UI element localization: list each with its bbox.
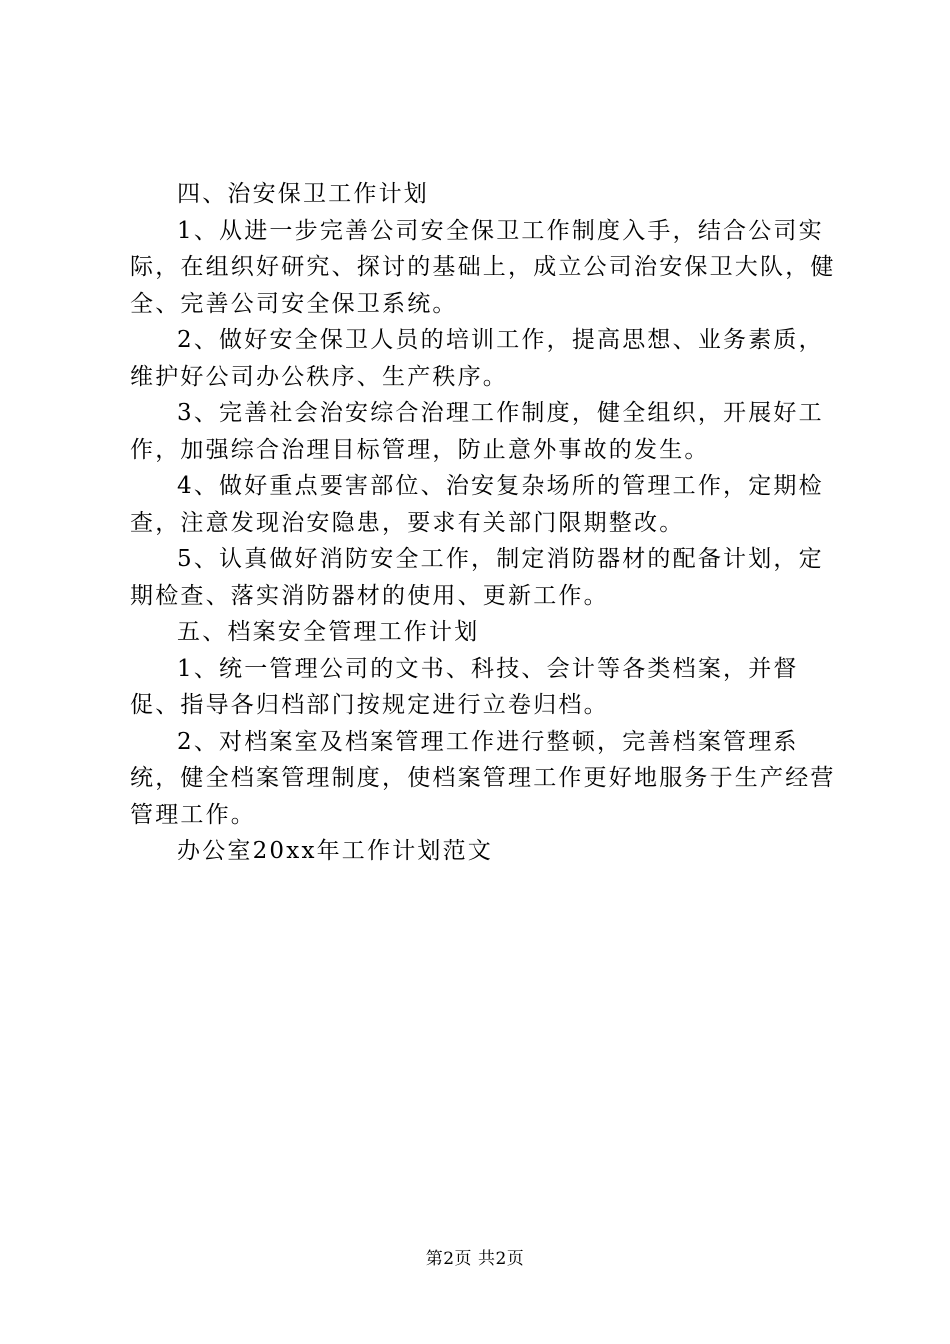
section-five-heading: 五、档案安全管理工作计划 [177, 619, 480, 645]
section-four-item-2: 2、做好安全保卫人员的培训工作，提高思想、业务素质，维护好公司办公秩序、生产秩序。 [130, 327, 824, 390]
section-four-heading: 四、治安保卫工作计划 [177, 181, 429, 207]
section-four-item-4: 4、做好重点要害部位、治安复杂场所的管理工作，定期检查，注意发现治安隐患，要求有关部门限期整改。 [130, 473, 824, 536]
closing-title: 办公室20xx年工作计划范文 [177, 838, 494, 864]
page-indicator: 第2页 共2页 [425, 1249, 525, 1269]
section-five-item-1: 1、统一管理公司的文书、科技、会计等各类档案，并督促、指导各归档部门按规定进行立卷归档。 [130, 655, 799, 718]
document-body [130, 176, 845, 870]
section-four-item-5: 5、认真做好消防安全工作，制定消防器材的配备计划，定期检查、落实消防器材的使用、更新工作。 [130, 546, 824, 609]
page-footer [0, 1244, 950, 1269]
section-four-item-1: 1、从进一步完善公司安全保卫工作制度入手，结合公司实际，在组织好研究、探讨的基础上，成立公司治安保卫大队，健全、完善公司安全保卫系统。 [130, 217, 836, 317]
section-five-item-2: 2、对档案室及档案管理工作进行整顿，完善档案管理系统，健全档案管理制度，使档案管理工作更好地服务于生产经营管理工作。 [130, 728, 836, 828]
section-four-item-3: 3、完善社会治安综合治理工作制度，健全组织，开展好工作，加强综合治理目标管理，防止意外事故的发生。 [130, 400, 824, 463]
